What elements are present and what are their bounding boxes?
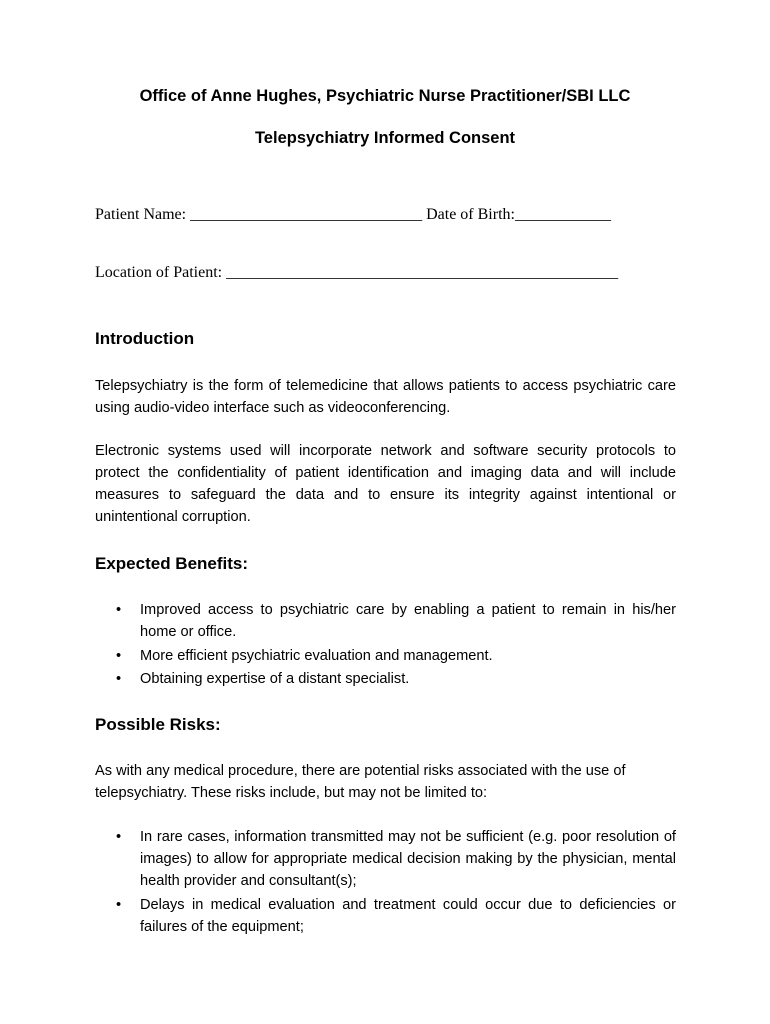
bullet-icon: • — [116, 829, 122, 845]
risks-intro: As with any medical procedure, there are potential risks associated with the use of telepsychiatry. These risks include, but may not be limited to: — [95, 763, 626, 801]
list-item-text: In rare cases, information transmitted may not be sufficient (e.g. poor resolution of images) to allow for appropriate medical decision making by the physician, mental health provider and consultant(s); — [140, 829, 676, 889]
list-item — [95, 894, 676, 938]
risks-list — [95, 826, 676, 939]
benefits-list — [95, 599, 676, 692]
bullet-icon: • — [116, 896, 122, 913]
list-item — [95, 645, 676, 667]
list-item-text: Improved access to psychiatric care by enabling a patient to remain in his/her home or office. — [140, 602, 676, 640]
introduction-heading: Introduction — [95, 329, 195, 348]
bullet-icon: • — [116, 671, 122, 687]
list-item — [95, 599, 676, 643]
location-label: Location of Patient: — [95, 264, 223, 281]
patient-name-row — [95, 206, 611, 224]
list-item — [95, 826, 676, 892]
introduction-paragraph: Electronic systems used will incorporate network and software security protocols to protect the confidentiality of patient identification and imaging data and will include measures to safeguard the data and to ensure its integrity against intentional or unintentional corruption. — [95, 443, 676, 525]
location-row — [95, 264, 618, 282]
location-blank[interactable]: _________________________________________________ — [226, 264, 619, 281]
patient-name-blank[interactable]: _____________________________ — [190, 206, 423, 223]
bullet-icon: • — [116, 602, 122, 618]
benefits-heading: Expected Benefits: — [95, 554, 249, 573]
list-item-text: Delays in medical evaluation and treatment could occur due to deficiencies or failures of the equipment; — [140, 896, 676, 935]
risks-heading: Possible Risks: — [95, 715, 221, 734]
office-title: Office of Anne Hughes, Psychiatric Nurse Practitioner/SBI LLC — [139, 87, 631, 105]
list-item — [95, 668, 676, 690]
dob-label: Date of Birth: — [426, 206, 515, 223]
list-item-text: More efficient psychiatric evaluation and management. — [140, 647, 493, 664]
bullet-icon: • — [116, 647, 122, 664]
dob-blank[interactable]: ____________ — [514, 206, 611, 223]
introduction-paragraph: Telepsychiatry is the form of telemedicine that allows patients to access psychiatric care using audio-video interface such as videoconferencing. — [95, 378, 676, 416]
document-subtitle: Telepsychiatry Informed Consent — [254, 129, 516, 147]
list-item-text: Obtaining expertise of a distant specialist. — [140, 671, 410, 687]
patient-name-label: Patient Name: — [95, 206, 187, 223]
